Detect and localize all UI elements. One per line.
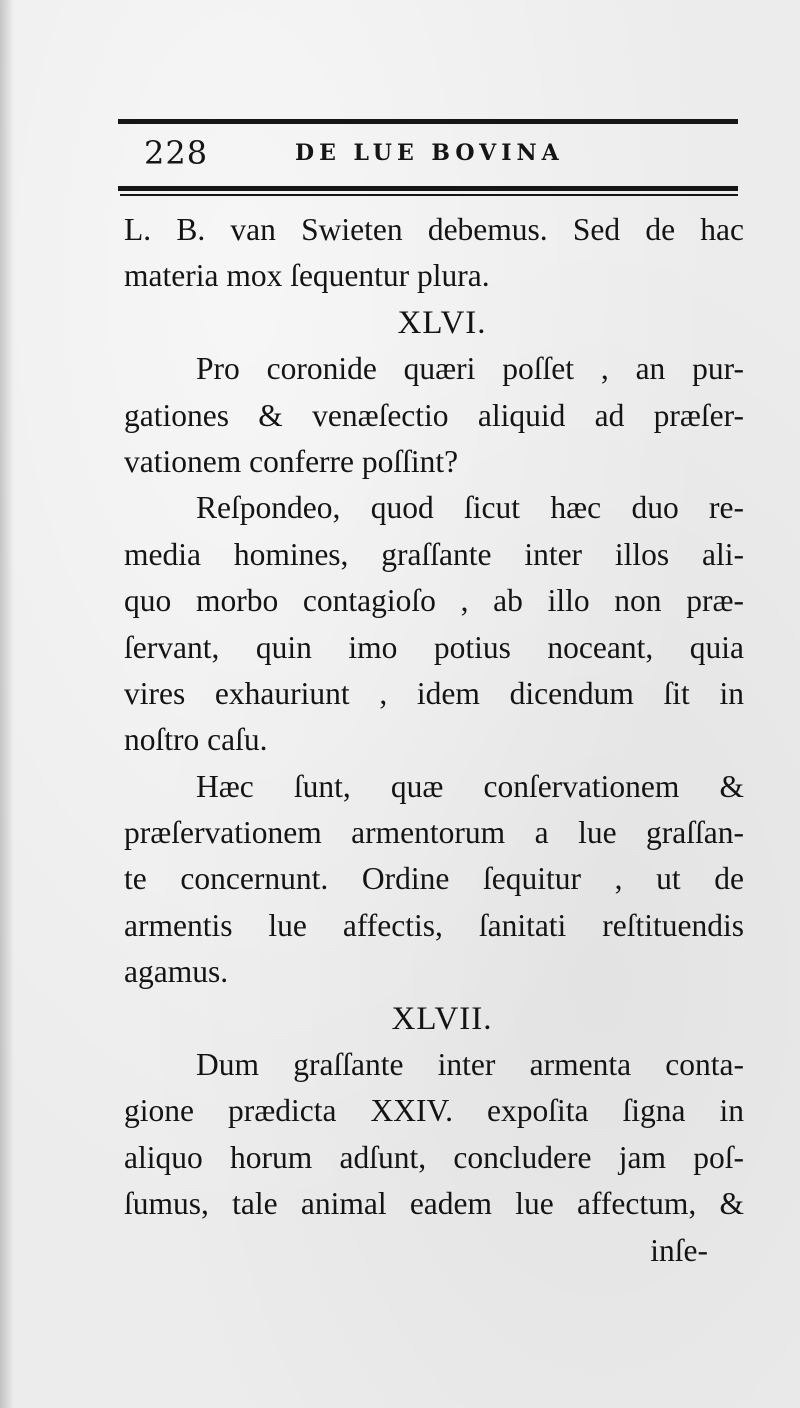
catchword: inſe- bbox=[650, 1232, 708, 1268]
text-line: gationes & venæſectio aliquid ad præſer- bbox=[124, 397, 744, 433]
text-line: quo morbo contagioſo , ab illo non præ- bbox=[124, 583, 744, 619]
header-rule-bottom-thin bbox=[120, 194, 738, 196]
header-rule-top bbox=[118, 119, 738, 124]
body-text bbox=[124, 207, 744, 1274]
text-line: agamus. bbox=[124, 954, 229, 990]
text-line: præſervationem armentorum a lue graſſan- bbox=[124, 815, 744, 851]
header-rule-bottom bbox=[118, 186, 738, 191]
text-line: vires exhauriunt , idem dicendum ſit in bbox=[124, 675, 744, 711]
text-line: vationem conferre poſſint? bbox=[124, 443, 459, 479]
text-line: L. B. van Swieten debemus. Sed de hac bbox=[124, 212, 744, 247]
text-line: noſtro caſu. bbox=[124, 722, 268, 758]
text-line: materia mox ſequentur plura. bbox=[124, 258, 490, 294]
text-line: ſervant, quin imo potius noceant, quia bbox=[124, 629, 744, 665]
text-line: armentis lue affectis, ſanitati reſtituendis bbox=[124, 907, 744, 943]
text-line: Hæc ſunt, quæ conſervationem & bbox=[196, 768, 744, 804]
page-number: 228 bbox=[144, 134, 209, 172]
text-line: media homines, graſſante inter illos ali- bbox=[124, 536, 744, 572]
section-heading: XLVII. bbox=[391, 1000, 493, 1037]
text-line: aliquo horum adſunt, concludere jam poſ- bbox=[124, 1139, 744, 1175]
running-head bbox=[120, 134, 738, 176]
text-line: gione prædicta XXIV. expoſita ſigna in bbox=[124, 1093, 744, 1129]
text-line: Dum graſſante inter armenta conta- bbox=[196, 1047, 744, 1083]
text-line: ſumus, tale animal eadem lue affectum, & bbox=[124, 1186, 744, 1222]
text-line: Reſpondeo, quod ſicut hæc duo re- bbox=[196, 490, 744, 526]
text-line: Pro coronide quæri poſſet , an pur- bbox=[196, 351, 744, 387]
page-edge-shadow bbox=[0, 0, 14, 1408]
text-line: te concernunt. Ordine ſequitur , ut de bbox=[124, 861, 744, 897]
section-heading: XLVI. bbox=[397, 304, 487, 341]
running-title: DE LUE BOVINA bbox=[295, 140, 564, 166]
